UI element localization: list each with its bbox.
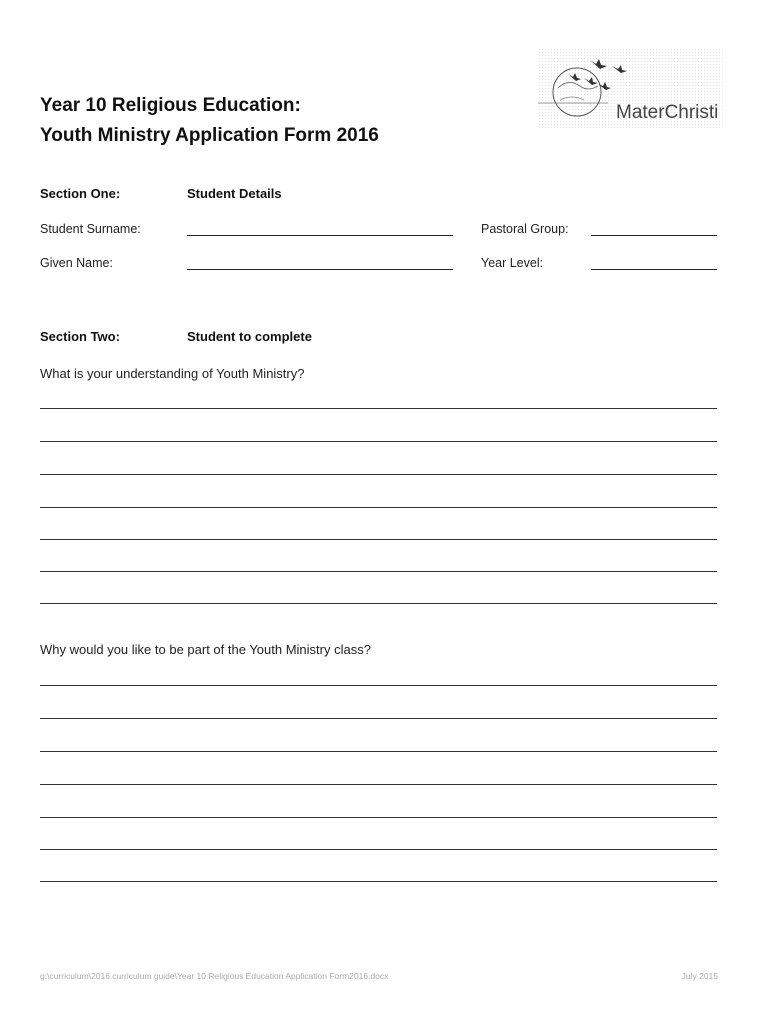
logo-text: MaterChristi (616, 102, 719, 123)
pastoral-group-field[interactable] (591, 235, 717, 236)
footer-file-path: g:\curriculum\2016 curriculum guide\Year 10 Religious Education Application Form2016.docx (40, 971, 389, 981)
answer-line[interactable] (40, 881, 717, 882)
form-title-line2: Youth Ministry Application Form 2016 (40, 125, 379, 146)
footer-date: July 2015 (681, 971, 718, 981)
answer-line[interactable] (40, 849, 717, 850)
mater-christi-logo (538, 48, 723, 130)
answer-line[interactable] (40, 751, 717, 752)
year-level-label: Year Level: (481, 256, 544, 270)
year-level-field[interactable] (591, 269, 717, 270)
section-two-label: Section Two: (40, 329, 120, 344)
section-one-heading: Student Details (187, 186, 282, 201)
answer-line[interactable] (40, 441, 717, 442)
answer-line[interactable] (40, 718, 717, 719)
form-title-line1: Year 10 Religious Education: (40, 95, 301, 116)
question-why-join: Why would you like to be part of the Youth Ministry class? (40, 642, 371, 657)
given-name-field[interactable] (187, 269, 453, 270)
surname-field[interactable] (187, 235, 453, 236)
answer-line[interactable] (40, 507, 717, 508)
answer-line[interactable] (40, 539, 717, 540)
answer-line[interactable] (40, 817, 717, 818)
surname-label: Student Surname: (40, 222, 141, 236)
given-name-label: Given Name: (40, 256, 113, 270)
section-two-heading: Student to complete (187, 329, 312, 344)
answer-line[interactable] (40, 571, 717, 572)
answer-line[interactable] (40, 603, 717, 604)
section-one-label: Section One: (40, 186, 121, 201)
answer-line[interactable] (40, 784, 717, 785)
question-understanding: What is your understanding of Youth Ministry? (40, 366, 305, 381)
answer-line[interactable] (40, 685, 717, 686)
answer-line[interactable] (40, 408, 717, 409)
pastoral-group-label: Pastoral Group: (481, 222, 569, 236)
answer-line[interactable] (40, 474, 717, 475)
